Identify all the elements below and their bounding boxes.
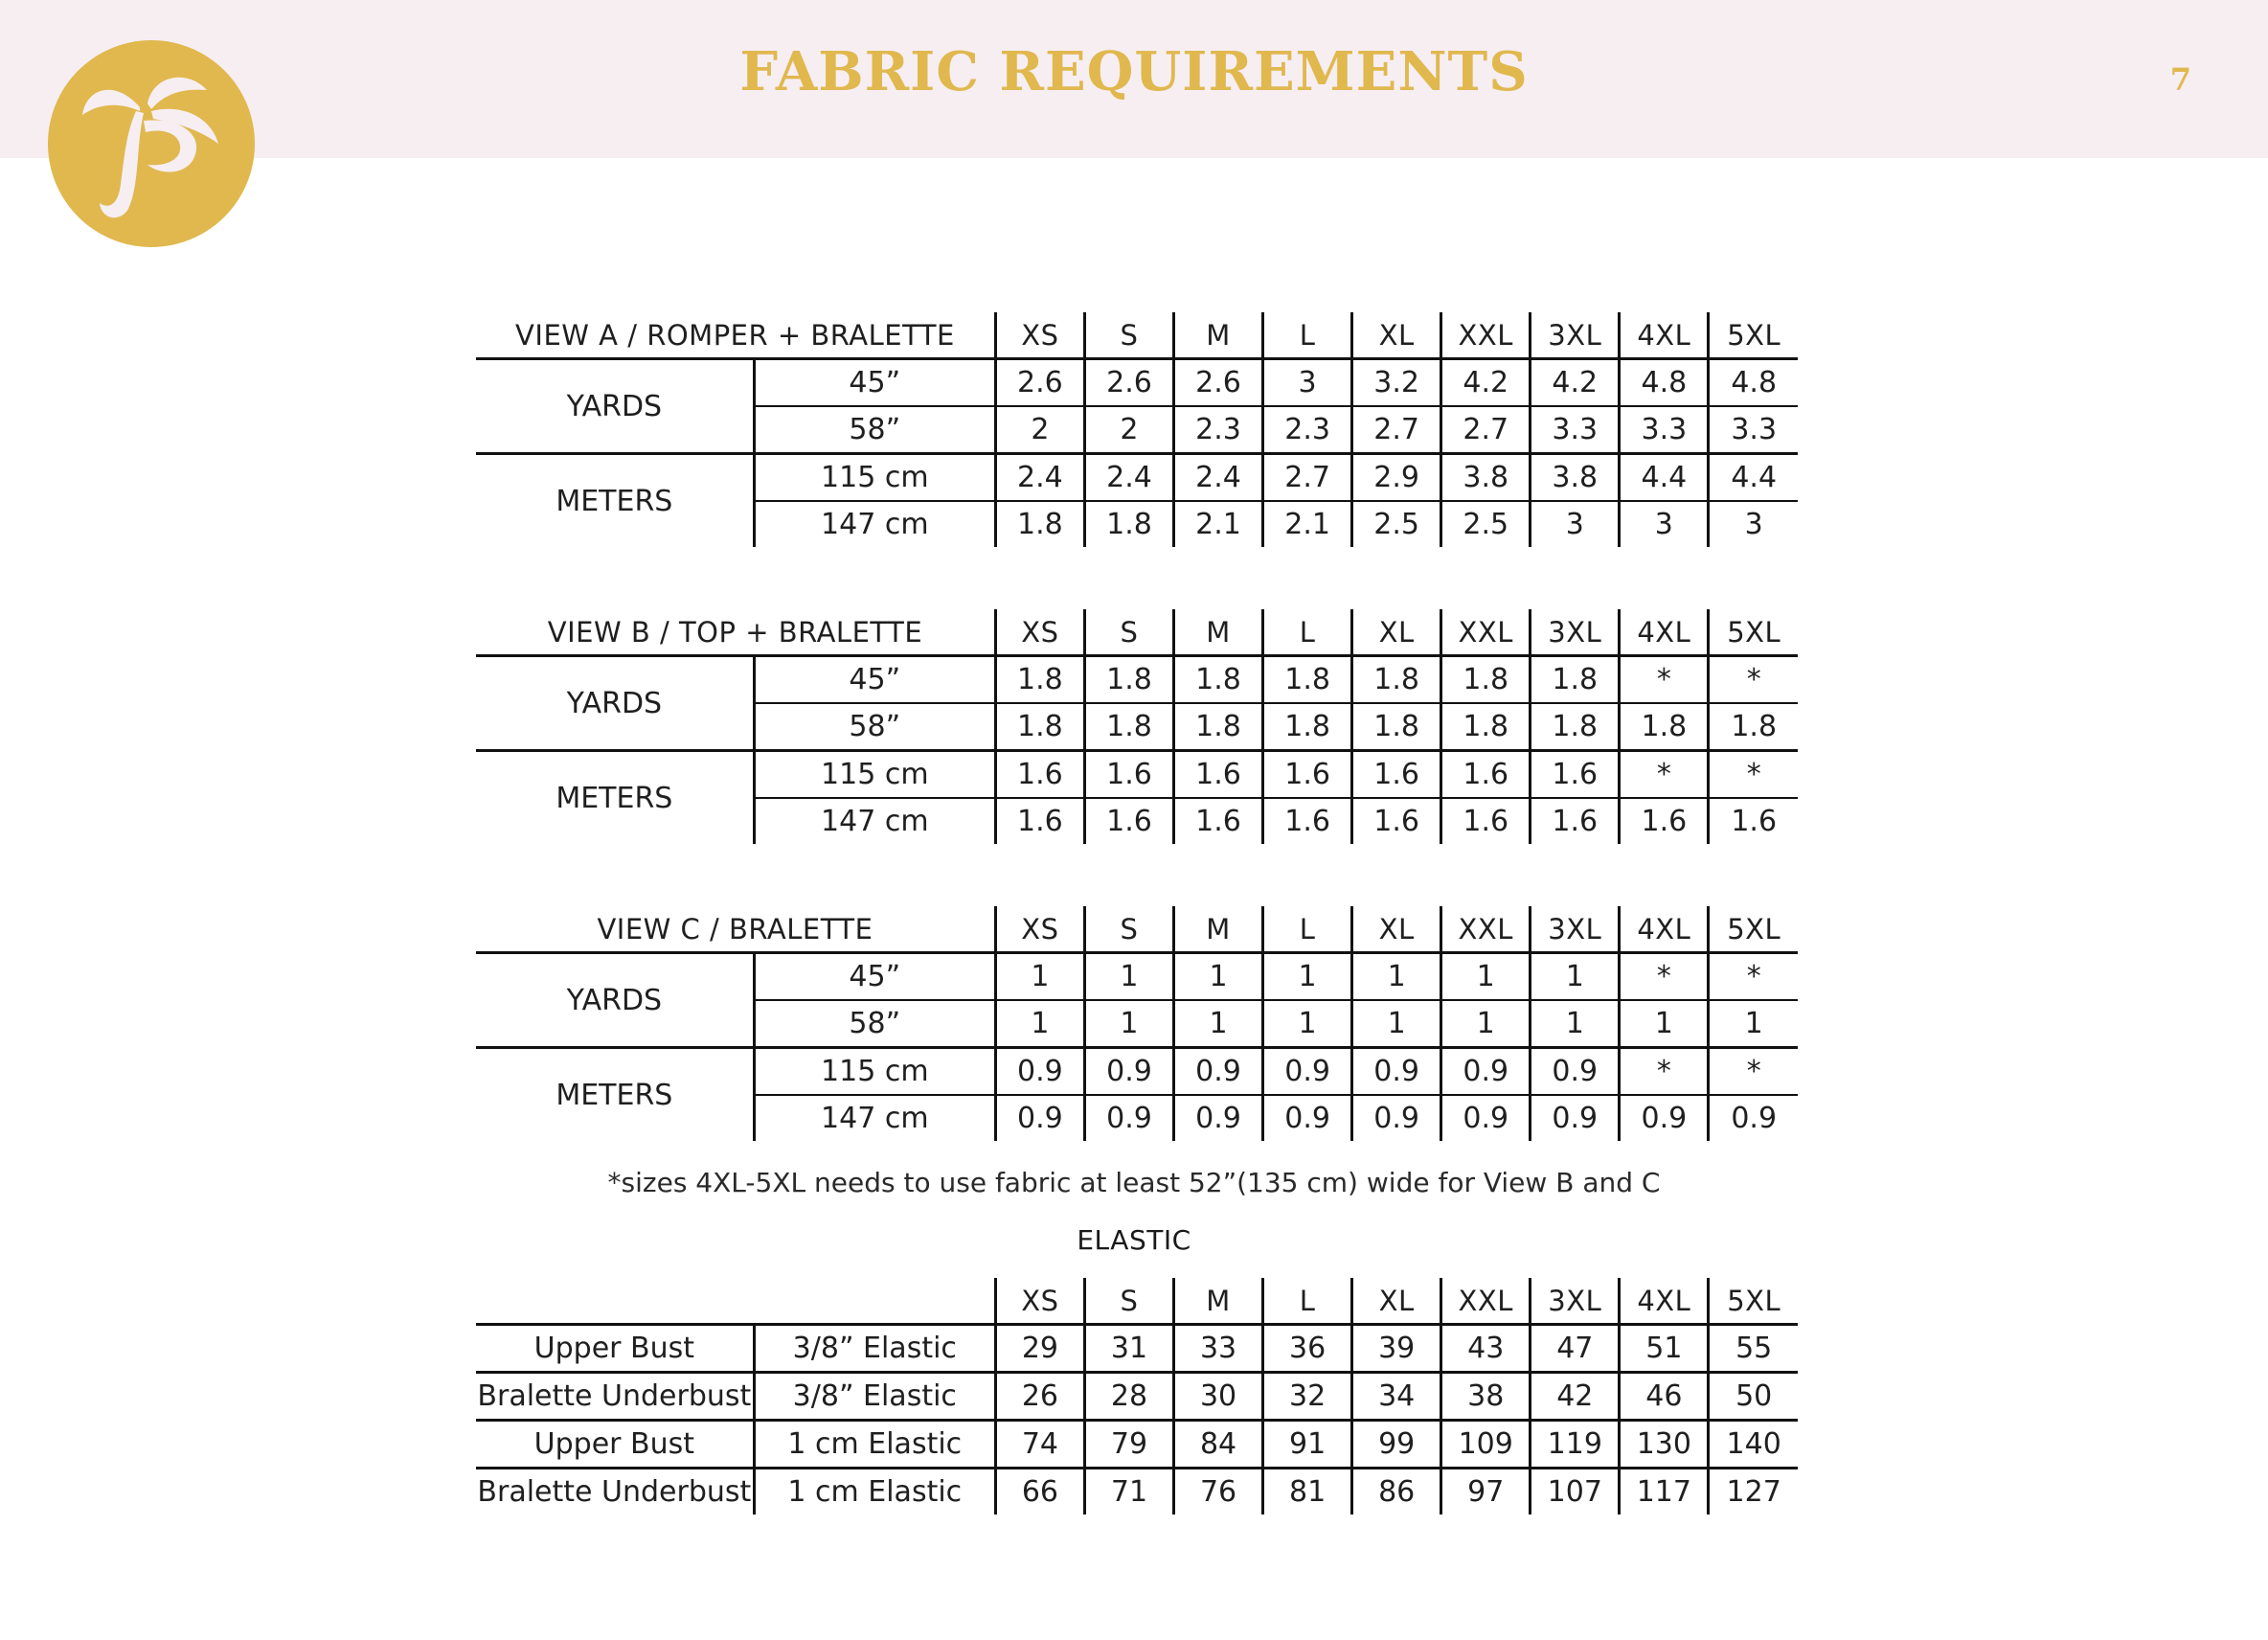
value-cell: 1.6 bbox=[1263, 798, 1352, 844]
view-b-table bbox=[476, 609, 1798, 844]
value-cell: 1.6 bbox=[1620, 798, 1709, 844]
value-cell: * bbox=[1709, 656, 1798, 704]
value-cell: 1 bbox=[1531, 953, 1620, 1001]
value-cell: * bbox=[1620, 656, 1709, 704]
value-cell: 1.6 bbox=[995, 798, 1084, 844]
size-header: M bbox=[1174, 312, 1263, 359]
value-cell: 1 bbox=[1084, 953, 1173, 1001]
value-cell: 1.6 bbox=[1352, 751, 1441, 799]
size-header: XS bbox=[995, 312, 1084, 359]
value-cell: * bbox=[1709, 751, 1798, 799]
measurement-label: Upper Bust bbox=[476, 1325, 754, 1373]
width-label: 45” bbox=[754, 953, 995, 1001]
value-cell: 42 bbox=[1531, 1373, 1620, 1421]
size-header: L bbox=[1263, 906, 1352, 953]
size-header: 4XL bbox=[1620, 312, 1709, 359]
value-cell: 43 bbox=[1441, 1325, 1531, 1373]
value-cell: 0.9 bbox=[1441, 1095, 1531, 1141]
value-cell: 119 bbox=[1531, 1421, 1620, 1469]
value-cell: 30 bbox=[1174, 1373, 1263, 1421]
value-cell: 0.9 bbox=[1531, 1095, 1620, 1141]
size-header: 3XL bbox=[1531, 906, 1620, 953]
elastic-type-label: 3/8” Elastic bbox=[754, 1325, 995, 1373]
group-label: YARDS bbox=[476, 953, 754, 1048]
size-header: S bbox=[1084, 609, 1173, 656]
value-cell: 0.9 bbox=[1441, 1048, 1531, 1096]
width-label: 45” bbox=[754, 359, 995, 407]
view-c-table bbox=[476, 906, 1798, 1141]
value-cell: 109 bbox=[1441, 1421, 1531, 1469]
value-cell: 1.8 bbox=[995, 703, 1084, 751]
size-header: M bbox=[1174, 609, 1263, 656]
value-cell: 3 bbox=[1709, 501, 1798, 547]
value-cell: 1.6 bbox=[1263, 751, 1352, 799]
table-row bbox=[476, 751, 1798, 799]
value-cell: 46 bbox=[1620, 1373, 1709, 1421]
size-header: 3XL bbox=[1531, 1278, 1620, 1325]
value-cell: 1.6 bbox=[1174, 798, 1263, 844]
view-b-table-section bbox=[476, 609, 1798, 844]
elastic-type-label: 1 cm Elastic bbox=[754, 1469, 995, 1515]
view-c-table-section bbox=[476, 906, 1798, 1141]
value-cell: 1.6 bbox=[1084, 798, 1173, 844]
value-cell: 0.9 bbox=[1263, 1095, 1352, 1141]
size-header: S bbox=[1084, 1278, 1173, 1325]
size-header: 5XL bbox=[1709, 312, 1798, 359]
value-cell: 1 bbox=[1441, 953, 1531, 1001]
value-cell: 0.9 bbox=[1531, 1048, 1620, 1096]
table-row bbox=[476, 953, 1798, 1001]
table-row bbox=[476, 656, 1798, 704]
value-cell: 3 bbox=[1620, 501, 1709, 547]
value-cell: 1.8 bbox=[1084, 703, 1173, 751]
value-cell: 86 bbox=[1352, 1469, 1441, 1515]
size-header: L bbox=[1263, 1278, 1352, 1325]
width-label: 147 cm bbox=[754, 1095, 995, 1141]
value-cell: 2.6 bbox=[1084, 359, 1173, 407]
value-cell: 3.3 bbox=[1709, 406, 1798, 454]
size-header: 3XL bbox=[1531, 609, 1620, 656]
value-cell: 2.4 bbox=[1174, 454, 1263, 502]
value-cell: 1.8 bbox=[1352, 656, 1441, 704]
value-cell: 0.9 bbox=[1084, 1048, 1173, 1096]
value-cell: 74 bbox=[995, 1421, 1084, 1469]
value-cell: 2.7 bbox=[1263, 454, 1352, 502]
width-label: 115 cm bbox=[754, 1048, 995, 1096]
value-cell: 1 bbox=[995, 953, 1084, 1001]
value-cell: 71 bbox=[1084, 1469, 1173, 1515]
size-header: L bbox=[1263, 312, 1352, 359]
value-cell: 76 bbox=[1174, 1469, 1263, 1515]
width-label: 115 cm bbox=[754, 454, 995, 502]
table-row bbox=[476, 1421, 1798, 1469]
value-cell: 0.9 bbox=[995, 1095, 1084, 1141]
value-cell: 2.1 bbox=[1263, 501, 1352, 547]
value-cell: 2.4 bbox=[1084, 454, 1173, 502]
value-cell: 55 bbox=[1709, 1325, 1798, 1373]
value-cell: 97 bbox=[1441, 1469, 1531, 1515]
value-cell: 47 bbox=[1531, 1325, 1620, 1373]
size-header: 4XL bbox=[1620, 609, 1709, 656]
size-header: M bbox=[1174, 906, 1263, 953]
value-cell: 1.8 bbox=[1084, 501, 1173, 547]
size-header: 5XL bbox=[1709, 906, 1798, 953]
value-cell: 29 bbox=[995, 1325, 1084, 1373]
value-cell: 2.5 bbox=[1441, 501, 1531, 547]
value-cell: 3.8 bbox=[1441, 454, 1531, 502]
value-cell: 2.3 bbox=[1174, 406, 1263, 454]
value-cell: 1 bbox=[1441, 1000, 1531, 1048]
value-cell: 2 bbox=[1084, 406, 1173, 454]
value-cell: 79 bbox=[1084, 1421, 1173, 1469]
value-cell: 1.8 bbox=[1174, 656, 1263, 704]
value-cell: 38 bbox=[1441, 1373, 1531, 1421]
size-header: 4XL bbox=[1620, 906, 1709, 953]
value-cell: 91 bbox=[1263, 1421, 1352, 1469]
size-header: XL bbox=[1352, 1278, 1441, 1325]
size-header: XXL bbox=[1441, 312, 1531, 359]
group-label: YARDS bbox=[476, 656, 754, 751]
value-cell: 1.8 bbox=[1531, 656, 1620, 704]
width-label: 45” bbox=[754, 656, 995, 704]
group-label: METERS bbox=[556, 1078, 673, 1112]
table-row bbox=[476, 1373, 1798, 1421]
value-cell: 0.9 bbox=[1174, 1095, 1263, 1141]
measurement-label: Bralette Underbust bbox=[477, 1475, 752, 1509]
value-cell: 2.4 bbox=[995, 454, 1084, 502]
value-cell: 39 bbox=[1352, 1325, 1441, 1373]
group-label: YARDS bbox=[476, 359, 754, 454]
value-cell: 1.8 bbox=[995, 656, 1084, 704]
value-cell: 3.2 bbox=[1352, 359, 1441, 407]
value-cell: 2.6 bbox=[1174, 359, 1263, 407]
measurement-label: Bralette Underbust bbox=[476, 1373, 754, 1421]
footnote: *sizes 4XL-5XL needs to use fabric at least 52”(135 cm) wide for View B and C bbox=[607, 1167, 1661, 1198]
elastic-table bbox=[476, 1278, 1798, 1515]
table-row bbox=[476, 454, 1798, 502]
value-cell: 0.9 bbox=[1174, 1048, 1263, 1096]
value-cell: 2.1 bbox=[1174, 501, 1263, 547]
group-label: METERS bbox=[556, 781, 673, 815]
group-label: METERS bbox=[556, 484, 673, 518]
size-header: XXL bbox=[1441, 906, 1531, 953]
value-cell: 2.5 bbox=[1352, 501, 1441, 547]
value-cell: 1 bbox=[1352, 953, 1441, 1001]
view-a-table bbox=[476, 312, 1798, 547]
value-cell: * bbox=[1620, 953, 1709, 1001]
value-cell: 84 bbox=[1174, 1421, 1263, 1469]
value-cell: 107 bbox=[1531, 1469, 1620, 1515]
value-cell: 1.6 bbox=[1441, 798, 1531, 844]
value-cell: * bbox=[1620, 1048, 1709, 1096]
page-number: 7 bbox=[2169, 61, 2191, 98]
size-header: 5XL bbox=[1709, 609, 1798, 656]
size-header: XL bbox=[1352, 609, 1441, 656]
value-cell: 1.8 bbox=[995, 501, 1084, 547]
size-header: XXL bbox=[1441, 609, 1531, 656]
size-header: XL bbox=[1352, 312, 1441, 359]
value-cell: 2 bbox=[995, 406, 1084, 454]
value-cell: 1 bbox=[1352, 1000, 1441, 1048]
value-cell: 33 bbox=[1174, 1325, 1263, 1373]
value-cell: 4.8 bbox=[1709, 359, 1798, 407]
width-label: 115 cm bbox=[754, 751, 995, 799]
table-row bbox=[476, 1048, 1798, 1096]
size-header: 3XL bbox=[1531, 312, 1620, 359]
size-header: L bbox=[1263, 609, 1352, 656]
value-cell: 1 bbox=[1263, 1000, 1352, 1048]
value-cell: 3.3 bbox=[1531, 406, 1620, 454]
table-row bbox=[476, 1469, 1798, 1515]
value-cell: 1 bbox=[1174, 1000, 1263, 1048]
value-cell: 26 bbox=[995, 1373, 1084, 1421]
value-cell: 1 bbox=[995, 1000, 1084, 1048]
value-cell: 1.8 bbox=[1531, 703, 1620, 751]
value-cell: 1.6 bbox=[1441, 751, 1531, 799]
value-cell: 4.2 bbox=[1531, 359, 1620, 407]
value-cell: 4.8 bbox=[1620, 359, 1709, 407]
value-cell: 66 bbox=[995, 1469, 1084, 1515]
value-cell: * bbox=[1620, 751, 1709, 799]
value-cell: 0.9 bbox=[1352, 1048, 1441, 1096]
value-cell: 1 bbox=[1084, 1000, 1173, 1048]
value-cell: 1.6 bbox=[1531, 798, 1620, 844]
empty-header bbox=[476, 1278, 995, 1325]
size-header: 4XL bbox=[1620, 1278, 1709, 1325]
value-cell: 3.3 bbox=[1620, 406, 1709, 454]
size-header: S bbox=[1084, 906, 1173, 953]
value-cell: 50 bbox=[1709, 1373, 1798, 1421]
value-cell: 1.8 bbox=[1263, 703, 1352, 751]
value-cell: 81 bbox=[1263, 1469, 1352, 1515]
value-cell: 117 bbox=[1620, 1469, 1709, 1515]
value-cell: 1.8 bbox=[1263, 656, 1352, 704]
value-cell: 51 bbox=[1620, 1325, 1709, 1373]
value-cell: 130 bbox=[1620, 1421, 1709, 1469]
value-cell: 4.4 bbox=[1620, 454, 1709, 502]
value-cell: 1.6 bbox=[995, 751, 1084, 799]
value-cell: 1.8 bbox=[1620, 703, 1709, 751]
value-cell: 2.6 bbox=[995, 359, 1084, 407]
measurement-label: Upper Bust bbox=[476, 1421, 754, 1469]
value-cell: 3 bbox=[1531, 501, 1620, 547]
value-cell: 1.8 bbox=[1441, 703, 1531, 751]
value-cell: 0.9 bbox=[1084, 1095, 1173, 1141]
value-cell: 0.9 bbox=[995, 1048, 1084, 1096]
value-cell: 140 bbox=[1709, 1421, 1798, 1469]
page-title: FABRIC REQUIREMENTS bbox=[739, 40, 1529, 103]
value-cell: 1.8 bbox=[1352, 703, 1441, 751]
value-cell: 1 bbox=[1620, 1000, 1709, 1048]
size-header: XL bbox=[1352, 906, 1441, 953]
value-cell: 1.8 bbox=[1174, 703, 1263, 751]
value-cell: 1.8 bbox=[1709, 703, 1798, 751]
value-cell: 4.2 bbox=[1441, 359, 1531, 407]
value-cell: 0.9 bbox=[1263, 1048, 1352, 1096]
table-title: VIEW A / ROMPER + BRALETTE bbox=[476, 312, 995, 359]
value-cell: 1 bbox=[1709, 1000, 1798, 1048]
value-cell: 1.6 bbox=[1084, 751, 1173, 799]
value-cell: 0.9 bbox=[1709, 1095, 1798, 1141]
width-label: 58” bbox=[754, 703, 995, 751]
value-cell: 31 bbox=[1084, 1325, 1173, 1373]
value-cell: 1 bbox=[1263, 953, 1352, 1001]
value-cell: 1.8 bbox=[1441, 656, 1531, 704]
size-header: XS bbox=[995, 609, 1084, 656]
value-cell: 36 bbox=[1263, 1325, 1352, 1373]
value-cell: * bbox=[1709, 1048, 1798, 1096]
value-cell: 28 bbox=[1084, 1373, 1173, 1421]
elastic-table-section bbox=[476, 1278, 1798, 1515]
elastic-type-label: 1 cm Elastic bbox=[754, 1421, 995, 1469]
table-title: VIEW B / TOP + BRALETTE bbox=[476, 609, 995, 656]
value-cell: 1.6 bbox=[1174, 751, 1263, 799]
value-cell: 127 bbox=[1709, 1469, 1798, 1515]
view-a-table-section bbox=[476, 312, 1798, 547]
value-cell: 1.6 bbox=[1531, 751, 1620, 799]
size-header: 5XL bbox=[1709, 1278, 1798, 1325]
value-cell: 1 bbox=[1531, 1000, 1620, 1048]
value-cell: 3.8 bbox=[1531, 454, 1620, 502]
size-header: S bbox=[1084, 312, 1173, 359]
size-header: XS bbox=[995, 906, 1084, 953]
value-cell: 3 bbox=[1263, 359, 1352, 407]
value-cell: 1.8 bbox=[1084, 656, 1173, 704]
size-header: M bbox=[1174, 1278, 1263, 1325]
value-cell: 99 bbox=[1352, 1421, 1441, 1469]
value-cell: 1 bbox=[1174, 953, 1263, 1001]
value-cell: 2.7 bbox=[1441, 406, 1531, 454]
value-cell: 2.7 bbox=[1352, 406, 1441, 454]
width-label: 147 cm bbox=[754, 501, 995, 547]
value-cell: 4.4 bbox=[1709, 454, 1798, 502]
size-header: XS bbox=[995, 1278, 1084, 1325]
value-cell: * bbox=[1709, 953, 1798, 1001]
table-title: VIEW C / BRALETTE bbox=[476, 906, 995, 953]
value-cell: 0.9 bbox=[1352, 1095, 1441, 1141]
value-cell: 1.6 bbox=[1352, 798, 1441, 844]
value-cell: 32 bbox=[1263, 1373, 1352, 1421]
table-row bbox=[476, 1325, 1798, 1373]
elastic-heading: ELASTIC bbox=[1077, 1224, 1191, 1256]
elastic-type-label: 3/8” Elastic bbox=[754, 1373, 995, 1421]
value-cell: 2.3 bbox=[1263, 406, 1352, 454]
width-label: 147 cm bbox=[754, 798, 995, 844]
width-label: 58” bbox=[754, 1000, 995, 1048]
value-cell: 1.6 bbox=[1709, 798, 1798, 844]
value-cell: 34 bbox=[1352, 1373, 1441, 1421]
value-cell: 0.9 bbox=[1620, 1095, 1709, 1141]
size-header: XXL bbox=[1441, 1278, 1531, 1325]
table-row bbox=[476, 359, 1798, 407]
value-cell: 2.9 bbox=[1352, 454, 1441, 502]
width-label: 58” bbox=[754, 406, 995, 454]
